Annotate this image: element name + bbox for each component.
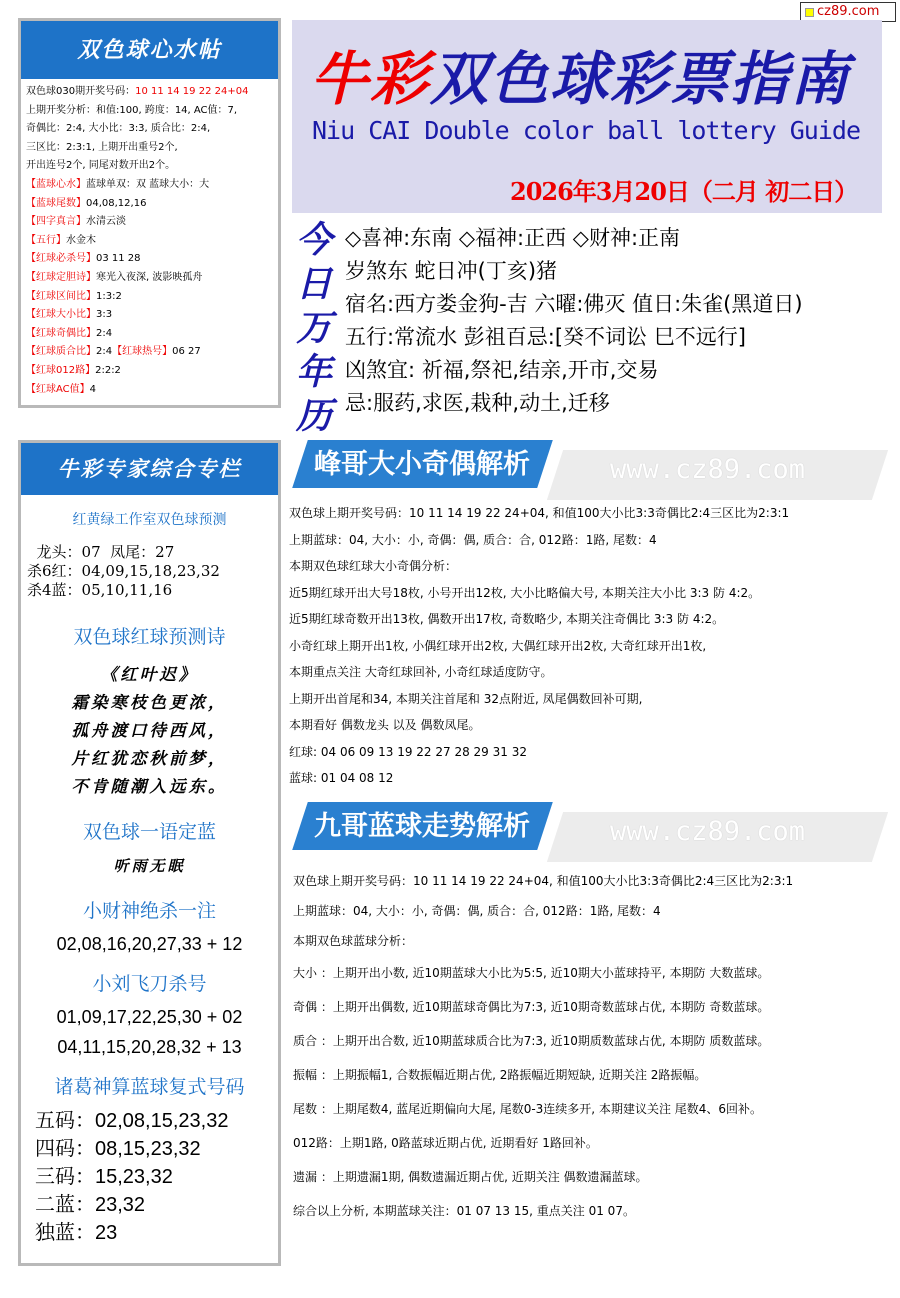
kill-blue-line: 杀4蓝：05,10,11,16: [27, 581, 173, 599]
tip-tag: 【五行】: [26, 234, 66, 246]
vertical-char: 万: [295, 307, 332, 349]
liu-numbers: 04,11,15,20,28,32 + 13: [57, 1037, 242, 1057]
vertical-char: 年: [295, 351, 332, 393]
tips-list: [21, 79, 278, 403]
draw-label: 双色球030期开奖号码：: [26, 86, 136, 97]
text-line: 双色球上期开奖号码：10 11 14 19 22 24+04, 和值100大小比3:3奇偶比2:4三区比为2:3:1: [289, 506, 790, 520]
liu-numbers: 01,09,17,22,25,30 + 02: [56, 1007, 243, 1027]
tip-value-2: 06 27: [172, 346, 201, 358]
poem-block: [21, 661, 278, 801]
poem-line: 孤舟渡口待西风，: [71, 721, 228, 740]
tip-value: 水清云淡: [86, 216, 126, 228]
panel-title: 牛彩专家综合专栏: [21, 443, 278, 495]
text-line: 红球: 04 06 09 13 19 22 27 28 29 31 32: [289, 744, 527, 759]
tip-tag: 【红球必杀号】: [26, 253, 96, 265]
section1-body: [289, 500, 894, 792]
zhuge-title: 诸葛神算蓝球复式号码: [54, 1076, 245, 1098]
banner-title: [310, 32, 850, 116]
kill-red-line: 杀6红：04,09,15,18,23,32: [27, 562, 220, 580]
banner-subtitle: Niu CAI Double color ball lottery Guide: [312, 116, 860, 145]
title-blue: 双色球彩票指南: [430, 45, 851, 113]
poem-title: 双色球红球预测诗: [73, 626, 226, 648]
zhuge-line: 五码：02,08,15,23,32: [35, 1110, 229, 1132]
text-line: 本期重点关注 大奇红球回补, 小奇红球适度防守。: [289, 665, 553, 679]
section2-header: [300, 796, 880, 868]
tip-item: [26, 176, 273, 195]
tip-tag: 【红球AC值】: [26, 383, 90, 395]
tip-value: 2:4: [96, 346, 113, 358]
analysis-line: 三区比：2:3:1, 上期开出重号2个,: [26, 141, 178, 153]
panel-title: 双色球心水帖: [21, 21, 278, 79]
zhuge-list: [21, 1107, 278, 1247]
tip-tag: 【红球奇偶比】: [26, 327, 96, 339]
text-line: 上期蓝球：04, 大小：小, 奇偶：偶, 质合：合, 012路：1路, 尾数：4: [293, 904, 661, 918]
almanac-line: ◇喜神:东南 ◇福神:正西 ◇财神:正南: [345, 226, 681, 250]
tip-tag: 【红球定胆诗】: [26, 271, 96, 283]
text-line: 本期看好 偶数龙头 以及 偶数凤尾。: [289, 718, 481, 732]
site-brand[interactable]: [800, 2, 896, 22]
poem-line: 《红叶迟》: [100, 665, 199, 684]
section-title: 九哥蓝球走势解析: [314, 811, 530, 842]
header-banner: [292, 20, 882, 213]
cai-title: 小财神绝杀一注: [82, 900, 216, 922]
draw-numbers: 10 11 14 19 22 24+04: [135, 86, 249, 97]
tip-item: [26, 343, 273, 362]
tip-value: 2:2:2: [95, 364, 121, 376]
analysis-line: 开出连号2个, 同尾对数开出2个。: [26, 160, 176, 172]
poem-line: 不肯随潮入远东。: [71, 777, 228, 796]
tip-item: [26, 269, 273, 288]
red-blue-ball-tips-panel: [18, 18, 281, 408]
tip-item: [26, 325, 273, 344]
text-line: 综合以上分析, 本期蓝球关注：01 07 13 15, 重点关注 01 07。: [293, 1204, 635, 1218]
tip-value: 3:3: [96, 309, 113, 321]
poem-line: 霜染寒枝色更浓，: [71, 693, 228, 712]
tip-tag: 【红球012路】: [26, 364, 96, 376]
analysis-line: 奇偶比：2:4, 大小比：3:3, 质合比：2:4,: [26, 123, 211, 135]
draw-line: [26, 83, 273, 102]
almanac-line: 忌:服药,求医,栽种,动土,迁移: [345, 391, 610, 415]
text-line: 蓝球: 01 04 08 12: [289, 771, 394, 785]
tip-value: 水金木: [66, 234, 96, 246]
tip-tag: 【蓝球心水】: [26, 178, 86, 190]
tip-item: [26, 250, 273, 269]
analysis-line: 上期开奖分析：和值:100, 跨度：14, AC值：7,: [26, 104, 238, 116]
section1-header: [300, 434, 880, 506]
text-line: 近5期红球开出大号18枚, 小号开出12枚, 大小比略偏大号, 本期关注大小比 3:3 防 4:2。: [289, 585, 761, 600]
zhuge-line: 四码：08,15,23,32: [35, 1138, 201, 1160]
brand-text: cz89.com: [817, 4, 880, 19]
title-red: 牛彩: [310, 45, 431, 113]
text-line: 近5期红球奇数开出13枚, 偶数开出17枚, 奇数略少, 本期关注奇偶比 3:3 防 4:2。: [289, 612, 725, 626]
studio-title: 红黄绿工作室双色球预测: [72, 512, 227, 528]
tip-item: [26, 232, 273, 251]
tip-item: [26, 362, 273, 381]
almanac-line: 宿名:西方娄金狗-吉 六曜:佛灭 值日:朱雀(黑道日): [345, 292, 803, 316]
tip-value: 4: [89, 383, 97, 395]
tip-value: 寒光入夜深, 波影映孤舟: [96, 271, 203, 283]
tip-value: 蓝球单双：双 蓝球大小：大: [86, 178, 210, 190]
vertical-char: 日: [295, 263, 332, 305]
banner-date: 2026年3月20日（二月 初二日）: [510, 177, 858, 206]
section2-body: [293, 866, 893, 1228]
tip-tag: 【红球大小比】: [26, 309, 96, 321]
text-line: 大小 ：上期开出小数, 近10期蓝球大小比为5:5, 近10期大小蓝球持平, 本期防 大数蓝球。: [293, 966, 770, 980]
tip-tag: 【四字真言】: [26, 216, 86, 228]
tip-item: [26, 288, 273, 307]
section-title: 峰哥大小奇偶解析: [314, 449, 530, 480]
vertical-char: 历: [295, 395, 332, 437]
tip-tag: 【蓝球尾数】: [26, 197, 86, 209]
text-line: 尾数 ：上期尾数4, 蓝尾近期偏向大尾, 尾数0-3连续多开, 本期建议关注 尾数4、6回补。: [293, 1102, 763, 1116]
zhuge-line: 独蓝：23: [35, 1222, 118, 1244]
dragon-phoenix-line: 龙头：07 凤尾：27: [27, 543, 175, 561]
text-line: 奇偶 ：上期开出偶数, 近10期蓝球奇偶比为7:3, 近10期奇数蓝球占优, 本期防 奇数蓝球。: [293, 1000, 770, 1014]
expert-column-panel: [18, 440, 281, 1266]
blue-text: 听雨无眠: [113, 857, 186, 875]
text-line: 上期蓝球：04, 大小：小, 奇偶：偶, 质合：合, 012路：1路, 尾数：4: [289, 532, 657, 547]
almanac-lines: [345, 222, 803, 420]
liu-title: 小刘飞刀杀号: [92, 973, 207, 995]
text-line: 012路：上期1路, 0路蓝球近期占优, 近期看好 1路回补。: [293, 1136, 598, 1150]
brand-square-icon: [805, 8, 814, 17]
tip-item: [26, 213, 273, 232]
tip-value: 2:4: [96, 327, 113, 339]
text-line: 遗漏 ：上期遗漏1期, 偶数遗漏近期占优, 近期关注 偶数遗漏蓝球。: [293, 1170, 648, 1184]
tip-item: [26, 306, 273, 325]
text-line: 本期双色球红球大小奇偶分析：: [289, 559, 458, 573]
tip-tag: 【红球质合比】: [26, 346, 96, 358]
tip-item: [26, 195, 273, 214]
zhuge-line: 二蓝：23,32: [35, 1194, 146, 1216]
zhuge-line: 三码：15,23,32: [35, 1166, 173, 1188]
text-line: 上期开出首尾和34, 本期关注首尾和 32点附近, 凤尾偶数回补可期,: [289, 691, 643, 706]
cai-numbers: 02,08,16,20,27,33 + 12: [56, 934, 243, 954]
text-line: 小奇红球上期开出1枚, 小偶红球开出2枚, 大偶红球开出2枚, 大奇红球开出1枚,: [289, 638, 707, 653]
blue-title: 双色球一语定蓝: [82, 821, 216, 843]
tip-tag: 【红球区间比】: [26, 290, 96, 302]
section-url[interactable]: www.cz89.com: [610, 816, 806, 847]
tip-item: [26, 381, 273, 400]
almanac-line: 凶煞宜: 祈福,祭祀,结亲,开市,交易: [345, 358, 659, 382]
almanac-line: 五行:常流水 彭祖百忌:[癸不词讼 巳不远行]: [345, 325, 746, 349]
almanac-vertical-label: [288, 218, 340, 438]
tip-value: 1:3:2: [96, 290, 122, 302]
text-line: 质合 ：上期开出合数, 近10期蓝球质合比为7:3, 近10期质数蓝球占优, 本期防 质数蓝球。: [293, 1034, 770, 1048]
tip-tag-2: 【红球热号】: [112, 346, 173, 358]
tip-value: 03 11 28: [96, 253, 141, 265]
poem-line: 片红犹恋秋前梦，: [71, 749, 228, 768]
text-line: 振幅 ：上期振幅1, 合数振幅近期占优, 2路振幅近期短缺, 近期关注 2路振幅。: [293, 1068, 707, 1082]
tip-value: 04,08,12,16: [86, 197, 147, 209]
vertical-char: 今: [295, 219, 332, 261]
text-line: 本期双色球蓝球分析：: [293, 934, 414, 948]
section-url[interactable]: www.cz89.com: [610, 454, 806, 485]
text-line: 双色球上期开奖号码：10 11 14 19 22 24+04, 和值100大小比3:3奇偶比2:4三区比为2:3:1: [293, 874, 794, 888]
almanac-line: 岁煞东 蛇日冲(丁亥)猪: [345, 259, 558, 283]
